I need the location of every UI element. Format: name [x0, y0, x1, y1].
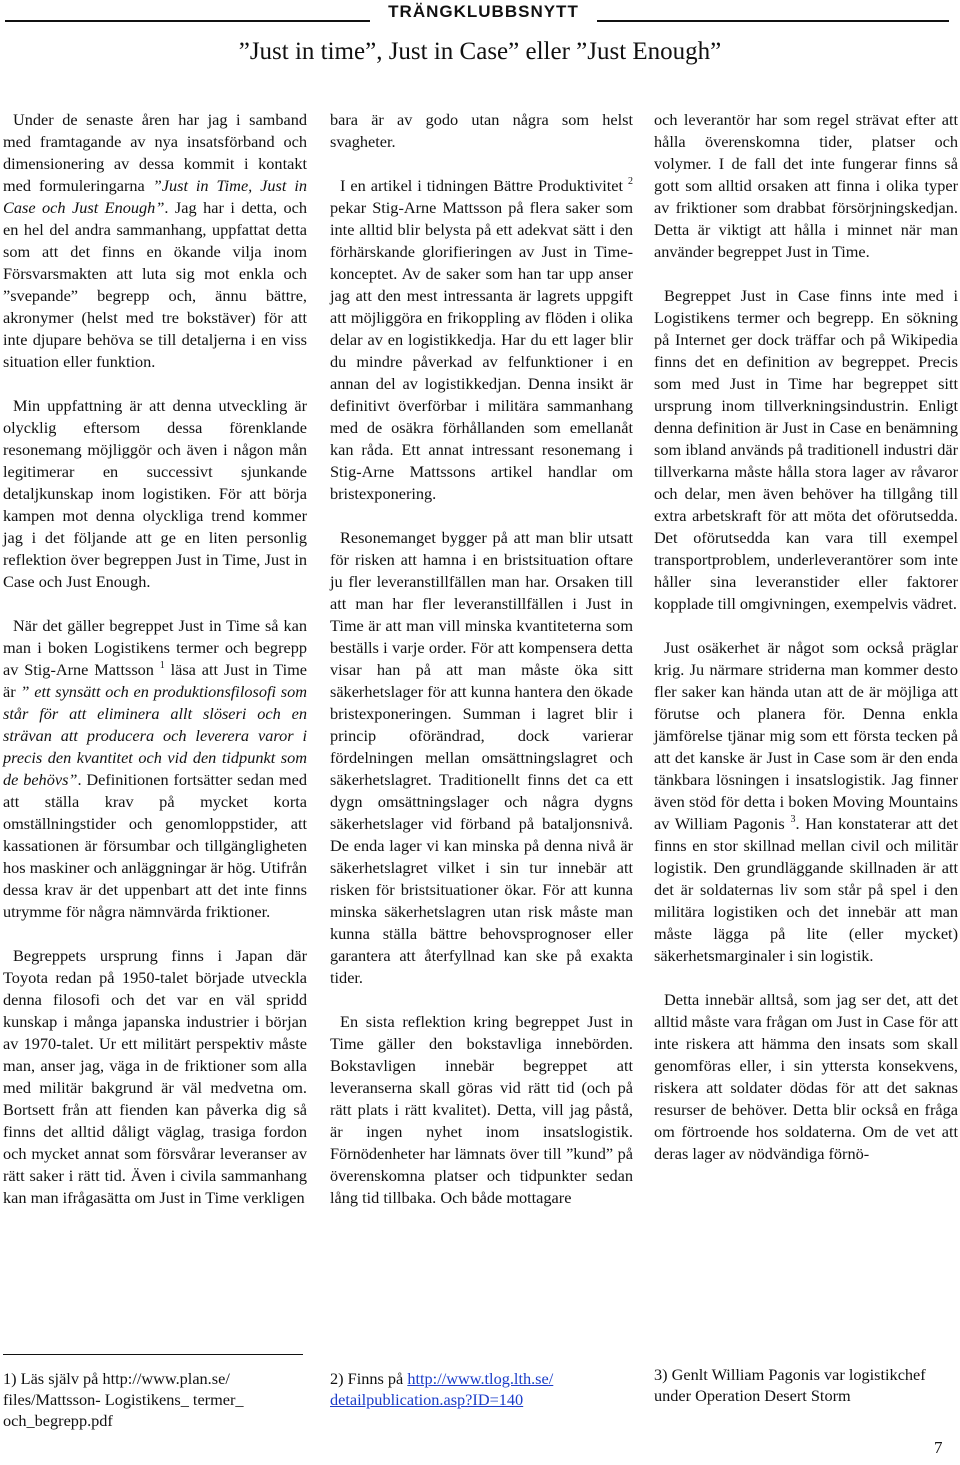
footnote-1: 1) Läs själv på http://www.plan.se/ files/Mattsson- Logistikens_ termer_ och_begrepp.pdf — [3, 1369, 244, 1430]
paragraph: En sista reflektion kring begreppet Just in Time gäller den bokstavliga innebörden. Bokstavligen innebär begreppet att leveranserna skall göras vid rätt tid (och på rätt plats i rätt kvalitet). Detta, vill jag påstå, är ingen nyhet inom insatslogistik. Förnödenheter har lämnats över till ”kund” på överenskomna platser och tidpunkter sedan lång tid tillbaka. Och både mottagare — [330, 1012, 633, 1207]
paragraph: Under de senaste åren har jag i samband med framtagande av nya insatsförband och dimensionering av dessa kommit i kontakt med formuleringarna ”Just in Time, Just in Case och Just Enough”. Jag har i detta, och en hel del andra sammanhang, uppfattat detta som att det finns en ökande vilja inom Försvarsmakten att luta sig mot enkla och ”svepande” begrepp och, ännu bättre, akronymer (helst med tre bokstäver) för att inte djupare behöva se till detaljerna i en viss situation eller funktion. — [3, 110, 307, 371]
section-label: TRÄNGKLUBBSNYTT — [388, 2, 579, 21]
footnote-ref: 1 — [159, 660, 165, 671]
masthead — [0, 2, 960, 28]
page-number: 7 — [934, 1438, 943, 1457]
paragraph: Detta innebär alltså, som jag ser det, att det alltid måste vara frågan om Just in Case för att inte riskera att hämma den insats som skall genomföras eller, i sin yttersta konsekvens, riskera att soldater dödas för att det saknas resurser de behöver. Detta blir också en fråga om förtroende hos soldaterna. Om de vet att deras lager av nödvändiga förnö- — [654, 990, 958, 1163]
footnote-2-link[interactable]: http://www.tlog.lth.se/ detailpublication.asp?ID=140 — [330, 1369, 554, 1409]
column-1 — [3, 109, 307, 1231]
footnote-3: 3) Genlt William Pagonis var logistikchef under Operation Desert Storm — [654, 1365, 926, 1405]
paragraph: Begreppets ursprung finns i Japan där Toyota redan på 1950-talet började utveckla denna filosofi och det var en väl spridd kunskap i många japanska industrier i början av 1970-talet. Ur ett militärt perspektiv måste man, anser jag, väga in de friktioner som alla med militär bakgrund är väl medvetna om. Bortsett från att fienden kan påverka dig så finns det alltid dåligt väglag, trasiga fordon och mycket annat som försvårar leveranser av rätt saker i rätt tid. Även i civila sammanhang kan man ifrågasätta om Just in Time verkligen — [3, 946, 307, 1207]
footnote-2: 2) Finns på http://www.tlog.lth.se/ detailpublication.asp?ID=140 — [330, 1369, 554, 1409]
footnote-ref: 2 — [628, 176, 633, 187]
column-3 — [654, 109, 958, 1187]
paragraph: När det gäller begreppet Just in Time så kan man i boken Logistikens termer och begrepp av Stig-Arne Mattsson $^1$ läsa att Just in Time är ” ett synsätt och en produktionsfilosofi som står för att eliminera allt slöseri och en strävan att producera och leverera varor i precis den kvantitet och vid den tidpunkt som de behövs”. Definitionen fortsätter sedan med att ställa krav på mycket korta omställningstider och genomloppstider, att kassationen är försumbar och tillgängligheten hos maskiner och anläggningar är hög. Utifrån dessa krav är det uppenbart att det inte finns utrymme för några nämnvärda friktioner. — [3, 616, 308, 921]
paragraph: Resonemanget bygger på att man blir utsatt för risken att hamna i en bristsituation oftare ju fler leveranstillfällen man har. Orsaken till att man har fler leveranstillfällen i Just in Time är att man vill minska kvantiteterna som beställs i varje order. För att kompensera detta visar han på att man måste öka sitt säkerhetslager för att kunna hantera den ökade bristexponeringen. Summan i lagret blir i princip oförändrad, dock varierar fördelningen mellan omsättningslagret och säkerhetslagret. Traditionellt finns det ca ett dygn omsättningslager och några dygns säkerhetslager vid förband på bataljonsnivå. De enda lager vi kan minska på denna nivå är säkerhetslagret vilket i sin tur innebär att risken för bristsituationer ökar. För att kunna minska säkerhetslagren utan risk måste man kunna ställa bättre behovsprognoser eller garantera att återfyllnad kan ske på exakta tider. — [330, 528, 633, 987]
paragraph: Just osäkerhet är något som också präglar krig. Ju närmare striderna man kommer desto fler saker kan hända utan att de är möjliga att förutse och planera för. Denna enkla jämförelse tjänar mig som ett första tecken på att det kanske är Just in Case som är den enda tänkbara lösningen i insatslogistik. Jag finner även stöd för detta i boken Moving Mountains av William Pagonis $^3$. Han konstaterar att det finns en stor skillnad mellan civil och militär logistik. Den grundläggande skillnaden är att det är soldaternas liv som står på spel i den militära logistiken och det innebär att man måste lägga på lite (eller mycket) säkerhetsmarginaler i sin logistik. — [654, 638, 958, 965]
article-title: ”Just in time”, Just in Case” eller ”Just Enough” — [238, 38, 722, 65]
paragraph: bara är av godo utan några som helst svagheter. — [330, 110, 633, 151]
paragraph: Min uppfattning är att denna utveckling är olycklig eftersom dessa förenklande resonemang möjliggör och även i någon mån legitimerar en successivt sjunkande detaljkunskap inom logistiken. För att börja kampen mot denna olyckliga trend kommer jag i det följande att ge en liten personlig reflektion över begreppen Just in Time, Just in Case och Just Enough. — [3, 396, 307, 591]
footnote-divider — [3, 1354, 303, 1355]
footnote-ref: 3 — [790, 814, 796, 825]
paragraph: Begreppet Just in Case finns inte med i Logistikens termer och begrepp. En sökning på Internet ger dock träffar och på Wikipedia finns det en definition av begreppet. Precis som med Just in Time har begreppet sitt ursprung inom tillverkningsindustrin. Enligt denna definition är Just in Case en benämning som ibland används på traditionell industri där tillverkarna måste hålla stora lager av råvaror och delar, men även behöver ha tillgång till extra arbetskraft för att möta det oförutsedda. Det oförutsedda kan vara till exempel transportproblem, underleverantörer som inte håller sina leveranstider eller faktorer kopplade till omgivningen, exempelvis vädret. — [654, 286, 958, 613]
column-2 — [330, 109, 633, 1231]
masthead-rule-right — [597, 20, 949, 22]
paragraph: och leverantör har som regel strävat efter att hålla överenskomna tider, platser och volymer. I de fall det inte fungerar finns så gott som alltid orsaken att finna i olika typer av friktioner som drabbat försörjningskedjan. Detta är viktigt att hålla i minnet när man använder begreppet Just in Time. — [654, 110, 958, 261]
masthead-rule-left — [5, 20, 370, 22]
paragraph: I en artikel i tidningen Bättre Produktivitet $^2$ pekar Stig-Arne Mattsson på flera saker som inte alltid blir belysta på ett adekvat sätt i den förhärskande glorifieringen av Just in Time-konceptet. Av de saker som han tar upp anser jag att den mest intressanta är lagrets uppgift att möjliggöra en frikoppling av flöden i olika delar av en logistikkedja. Har du ett lager blir du mindre påverkad av felfunktioner i en annan del av logistikkedjan. Denna insikt är definitivt överförbar i militära sammanhang med de osäkra förhållanden som emellanåt kan råda. Ett annat intressant resonemang i Stig-Arne Mattssons artikel handlar om bristexponering. — [330, 176, 633, 503]
